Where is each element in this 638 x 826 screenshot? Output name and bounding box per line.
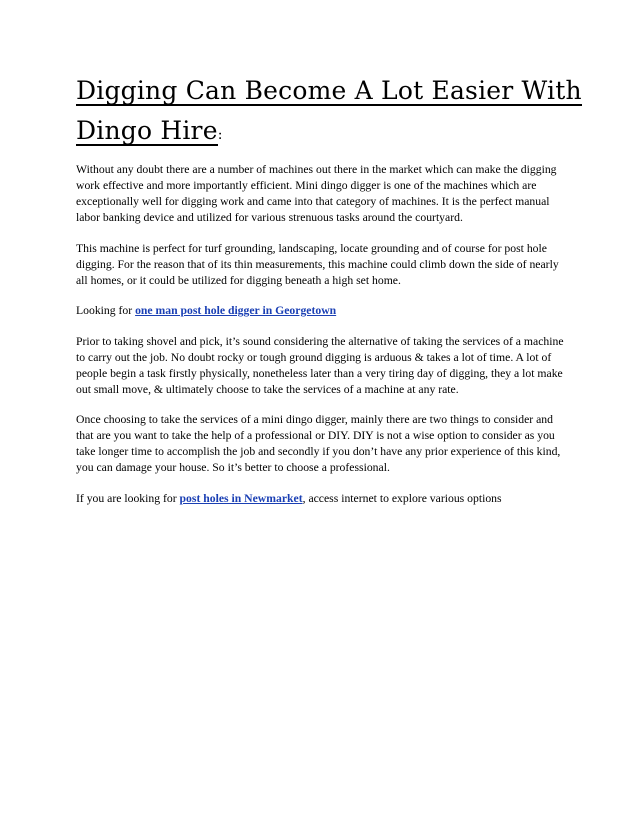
article-body (76, 162, 566, 521)
title-text-line-2: Dingo Hire (76, 116, 218, 145)
georgetown-digger-link[interactable]: one man post hole digger in Georgetown (135, 304, 337, 317)
title-text-line-1: Digging Can Become A Lot Easier With (76, 76, 582, 105)
paragraph-looking-for (76, 303, 566, 319)
paragraph-newmarket (76, 491, 566, 507)
newmarket-post-holes-link[interactable]: post holes in Newmarket (179, 491, 303, 505)
newmarket-suffix: , access internet to explore various options (302, 491, 502, 505)
paragraph-prior-to: Prior to taking shovel and pick, it’s sound considering the alternative of taking the services of a machine to carry out the job. No doubt rocky or tough ground digging is arduous & takes a lot of time. A lot of people begin a task firstly physically, nonetheless later than a very tiring day of digging, they a lot make out small move, & ultimately choose to take the services of a machine at any rate. (76, 334, 564, 396)
paragraph-intro: Without any doubt there are a number of machines out there in the market which can make the digging work effective and more importantly efficient. Mini dingo digger is one of the machines which are exceptionally well for digging work and came into that category of machines. It is the perfect manual labor banking device and utilized for various strenuous tasks around the courtyard. (76, 163, 557, 224)
paragraph-choosing: Once choosing to take the services of a mini dingo digger, mainly there are two things to consider and that are you want to take the help of a professional or DIY. DIY is not a wise option to consider as you take longer time to accomplish the job and secondly if you don’t have any prior experience of this kind, you can damage your house. So it’s better to choose a professional. (76, 413, 561, 474)
paragraph-uses: This machine is perfect for turf grounding, landscaping, locate grounding and of course for post hole digging. For the reason that of its thin measurements, this machine could climb down the side of nearly all homes, or it could be utilized for digging beneath a high set home. (76, 241, 559, 287)
page-title-line-2 (76, 116, 223, 150)
page-title-line-1 (76, 76, 582, 106)
looking-for-prefix: Looking for (76, 304, 136, 317)
title-colon: : (217, 127, 223, 143)
newmarket-prefix: If you are looking for (76, 491, 180, 505)
